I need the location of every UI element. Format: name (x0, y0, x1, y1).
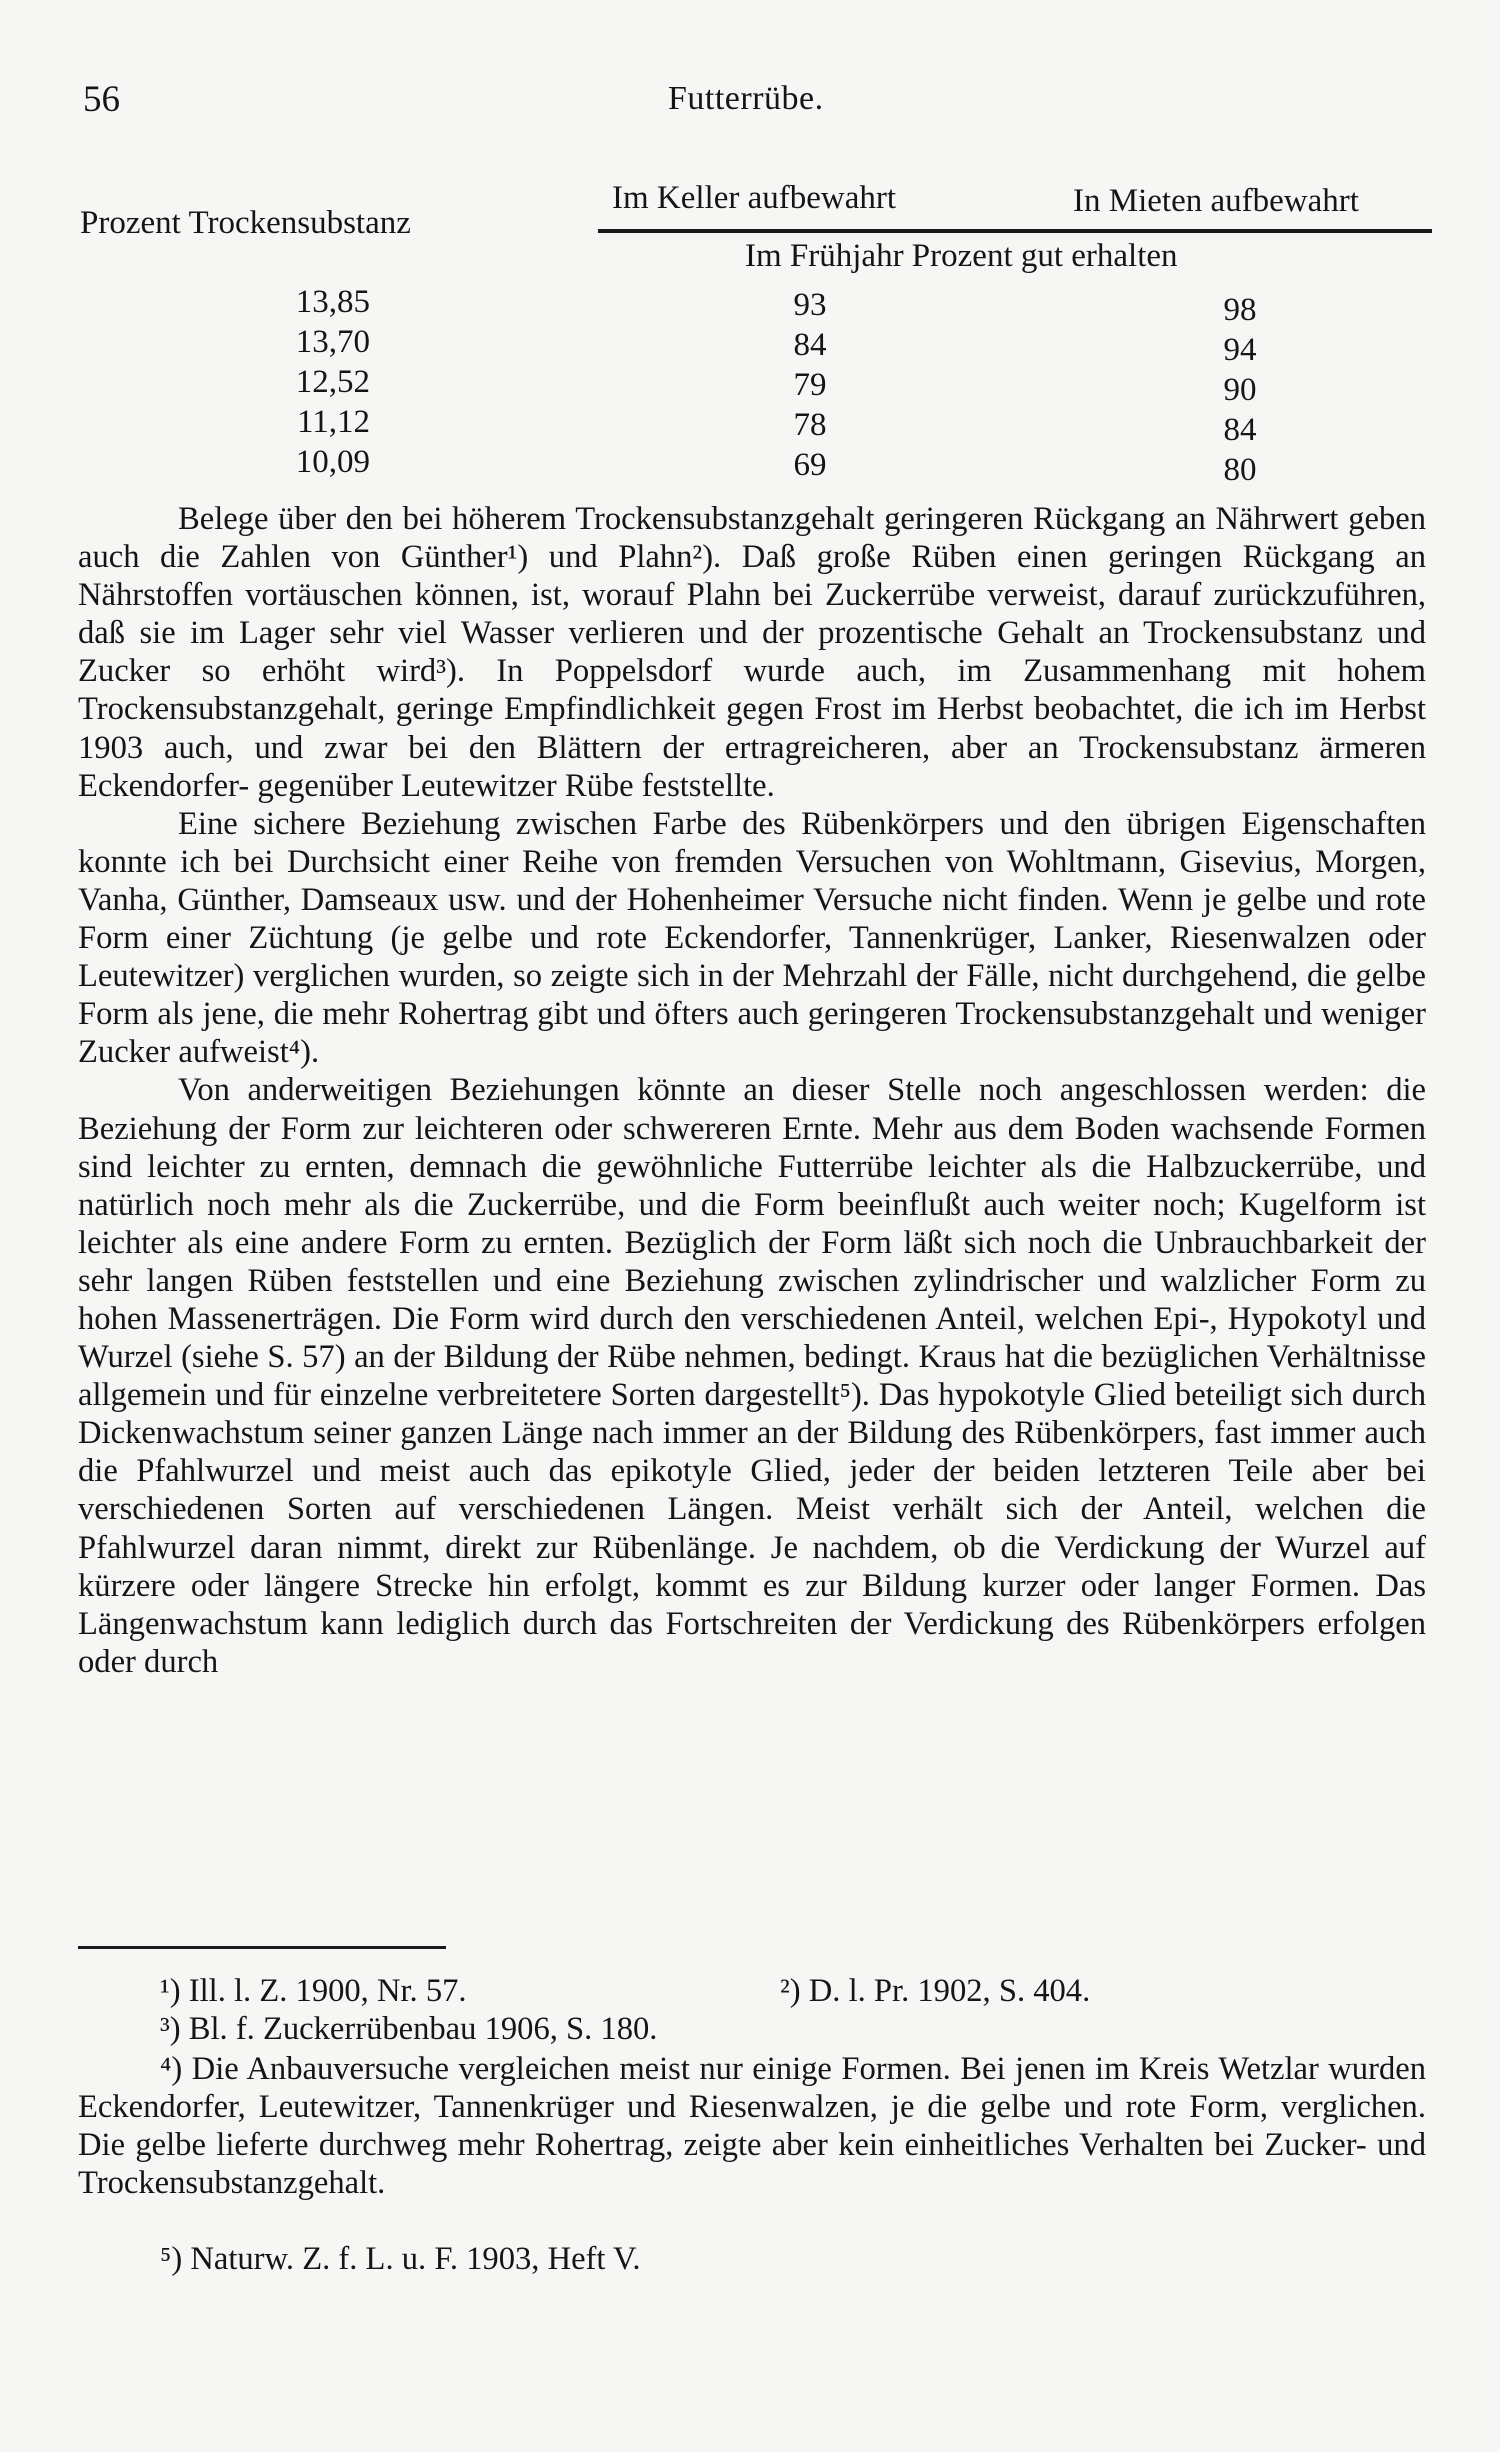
table-column-trockensubstanz (220, 282, 370, 482)
footnote-5: ⁵) Naturw. Z. f. L. u. F. 1903, Heft V. (160, 2241, 641, 2277)
table-cell: 13,85 (295, 284, 370, 320)
table-header-keller: Im Keller aufbewahrt (612, 180, 897, 216)
table-cell: 11,12 (296, 404, 370, 440)
table-cell: 79 (793, 367, 827, 403)
table-cell: 93 (793, 287, 827, 323)
running-title: Futterrübe. (668, 80, 824, 117)
footnote-3: ³) Bl. f. Zuckerrübenbau 1906, S. 180. (160, 2011, 658, 2047)
table-cell: 94 (1223, 332, 1257, 368)
page-number: 56 (83, 79, 120, 120)
table-cell: 80 (1223, 452, 1257, 488)
table-cell: 69 (793, 447, 827, 483)
paragraph: Eine sichere Beziehung zwischen Farbe des Rübenkörpers und den übrigen Eigenschaften konnte ich bei Durchsicht einer Reihe von fremden Versuchen von Wohltmann, Gisevius, Morgen, Vanha, Günther, Damseaux usw. und der Hohenheimer Versuche nicht finden. Wenn je gelbe und rote Form einer Züchtung (je gelbe und rote Eckendorfer, Tannenkrüger, Lanker, Riesenwalzen oder Leutewitzer) verglichen wurden, so zeigte sich in der Mehrzahl der Fälle, nicht durchgehend, die gelbe Form als jene, die mehr Rohertrag gibt und öfters auch geringeren Trockensubstanzgehalt und weniger Zucker aufweist⁴). (78, 805, 1426, 1071)
table-cell: 13,70 (295, 324, 370, 360)
paragraph: Von anderweitigen Beziehungen könnte an dieser Stelle noch angeschlossen werden: die Beziehung der Form zur leichteren oder schwereren Ernte. Mehr aus dem Boden wachsende Formen sind leichter zu ernten, demnach die gewöhnliche Futterrübe leichter als die Halbzuckerrübe, und natürlich noch mehr als die Zuckerrübe, und die Form beeinflußt auch weiter noch; Kugelform ist leichter als eine andere Form zu ernten. Bezüglich der Form läßt sich noch die Unbrauchbarkeit der sehr langen Rüben feststellen und eine Beziehung zwischen zylindrischer und walzlicher Form zu hohen Massenerträgen. Die Form wird durch den verschiedenen Anteil, welchen Epi-, Hypokotyl und Wurzel (siehe S. 57) an der Bildung der Rübe nehmen, bedingt. Kraus hat die bezüglichen Verhältnisse allgemein und für einzelne verbreitetere Sorten dargestellt⁵). Das hypokotyle Glied beteiligt sich durch Dickenwachstum seiner ganzen Länge nach immer an der Bildung des Rübenkörpers, fast immer auch die Pfahlwurzel und meist auch das epikotyle Glied, jeder der beiden letzteren Teile aber bei verschiedenen Sorten auf verschiedenen Längen. Meist verhält sich der Anteil, welchen die Pfahlwurzel daran nimmt, direkt zur Rübenlänge. Je nachdem, ob die Verdickung der Wurzel auf kürzere oder längere Strecke hin erfolgt, kommt es zur Bildung kurzer oder langer Formen. Das Längenwachstum kann lediglich durch das Fortschreiten der Verdickung des Rübenkörpers erfolgen oder durch (78, 1072, 1426, 1680)
table-cell: 90 (1223, 372, 1257, 408)
table-column-keller (755, 285, 865, 485)
footnote-4: ⁴) Die Anbauversuche vergleichen meist nur einige Formen. Bei jenen im Kreis Wetzlar wurden Eckendorfer, Leutewitzer, Tannenkrüger und Riesenwalzen, je die gelbe und rote Form, verglichen. Die gelbe lieferte durchweg mehr Rohertrag, zeigte aber kein einheitliches Verhalten bei Zucker- und Trockensubstanzgehalt. (78, 2051, 1426, 2201)
footnote-2: ²) D. l. Pr. 1902, S. 404. (780, 1973, 1091, 2009)
footnote-divider (78, 1946, 446, 1949)
footnote-1: ¹) Ill. l. Z. 1900, Nr. 57. (160, 1973, 467, 2009)
paragraph: Belege über den bei höherem Trockensubstanzgehalt geringeren Rückgang an Nährwert geben auch die Zahlen von Günther¹) und Plahn²). Daß große Rüben einen geringen Rückgang an Nährstoffen vortäuschen können, ist, worauf Plahn bei Zuckerrübe verweist, darauf zurückzuführen, daß sie im Lager sehr viel Wasser verlieren und der prozentische Gehalt an Trockensubstanz und Zucker so erhöht wird³). In Poppelsdorf wurde auch, im Zusammenhang mit hohem Trockensubstanzgehalt, geringe Empfindlichkeit gegen Frost im Herbst beobachtet, die ich im Herbst 1903 auch, und zwar bei den Blättern der ertragreicheren, aber an Trockensubstanz ärmeren Eckendorfer- gegenüber Leutewitzer Rübe feststellte. (78, 501, 1426, 804)
table-header-rule (598, 229, 1432, 233)
footnote-row (78, 1972, 1426, 2010)
table-header-mieten: In Mieten aufbewahrt (1073, 183, 1359, 219)
table-cell: 98 (1223, 292, 1257, 328)
table-cell: 10,09 (295, 444, 370, 480)
table-subheader: Im Frühjahr Prozent gut erhalten (745, 238, 1178, 274)
table-cell: 78 (793, 407, 827, 443)
body-text (78, 500, 1426, 1681)
table-column-mieten (1185, 290, 1295, 490)
table-cell: 84 (1223, 412, 1257, 448)
table-cell: 12,52 (295, 364, 370, 400)
table-cell: 84 (793, 327, 827, 363)
table-header-trockensubstanz: Prozent Trockensubstanz (80, 205, 411, 241)
